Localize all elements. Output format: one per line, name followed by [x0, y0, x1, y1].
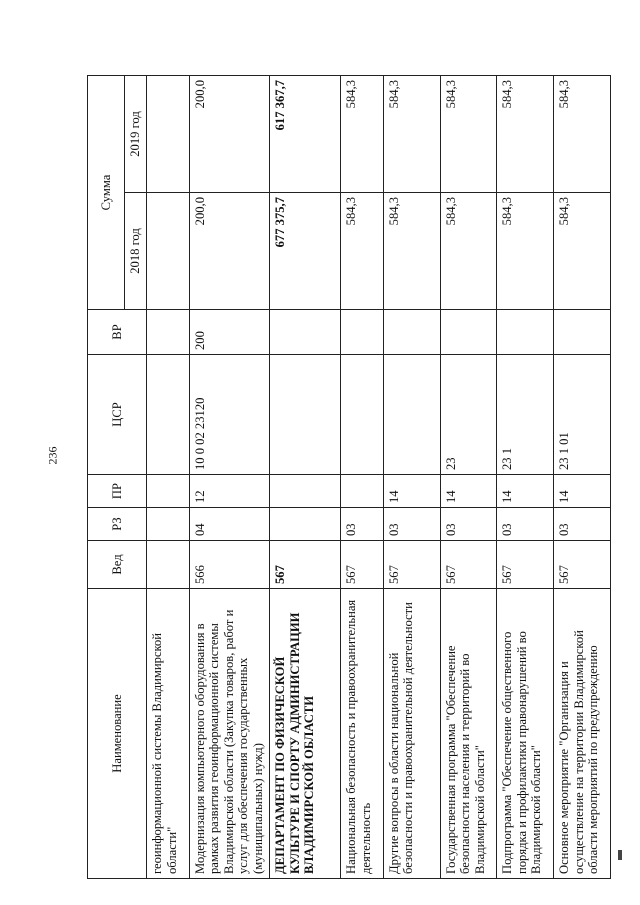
cell-ved: 567 — [554, 541, 611, 589]
cell-y2018: 584,3 — [554, 193, 611, 310]
cell-name: Основное мероприятие "Организация и осуществление на территории Владимирской области мероприятий по предупреждению — [554, 589, 611, 879]
page-number: 236 — [45, 446, 60, 465]
cell-rz: 03 — [383, 508, 440, 541]
cell-vr — [440, 310, 497, 355]
table-body — [147, 75, 611, 878]
cell-pr: 14 — [497, 475, 554, 508]
cell-rz: 03 — [341, 508, 384, 541]
cell-csr — [270, 355, 341, 475]
table-row — [147, 75, 190, 878]
cell-vr — [341, 310, 384, 355]
cell-name: Национальная безопасность и правоохранительная деятельность — [341, 589, 384, 879]
cell-pr: 12 — [189, 475, 270, 508]
cell-ved: 567 — [341, 541, 384, 589]
table-row — [270, 75, 341, 878]
cell-vr — [383, 310, 440, 355]
cell-name: Модернизация компьютерного оборудования в рамках развития геоинформационной системы Владимирской области (Закупка товаров, работ и услуг для обеспечения государственных (муниципальных) нужд) — [189, 589, 270, 879]
budget-table-container — [87, 76, 611, 879]
cell-csr: 23 — [440, 355, 497, 475]
cell-pr: 14 — [383, 475, 440, 508]
cell-csr: 23 1 — [497, 355, 554, 475]
cell-name: ДЕПАРТАМЕНТ ПО ФИЗИЧЕСКОЙ КУЛЬТУРЕ И СПОРТУ АДМИНИСТРАЦИИ ВЛАДИМИРСКОЙ ОБЛАСТИ — [270, 589, 341, 879]
cell-pr — [147, 475, 190, 508]
cell-y2018: 584,3 — [341, 193, 384, 310]
header-ved: Вед — [88, 541, 147, 589]
cell-vr — [554, 310, 611, 355]
header-rz: РЗ — [88, 508, 147, 541]
cell-csr: 10 0 02 23120 — [189, 355, 270, 475]
header-2019: 2019 год — [125, 75, 147, 192]
cell-ved: 566 — [189, 541, 270, 589]
cell-rz — [147, 508, 190, 541]
cell-y2018: 677 375,7 — [270, 193, 341, 310]
cell-name: геоинформационной системы Владимирской области" — [147, 589, 190, 879]
cell-y2018: 584,3 — [497, 193, 554, 310]
cell-y2018: 584,3 — [383, 193, 440, 310]
cell-ved — [147, 541, 190, 589]
cell-csr — [341, 355, 384, 475]
header-vr: ВР — [88, 310, 147, 355]
cell-ved: 567 — [497, 541, 554, 589]
cell-rz: 04 — [189, 508, 270, 541]
cell-pr: 14 — [554, 475, 611, 508]
cell-vr — [497, 310, 554, 355]
cell-y2018 — [147, 193, 190, 310]
table-row — [497, 75, 554, 878]
cell-rz: 03 — [440, 508, 497, 541]
table-row — [440, 75, 497, 878]
cell-y2018: 584,3 — [440, 193, 497, 310]
cell-name: Государственная программа "Обеспечение безопасности населения и территорий во Владимирской области" — [440, 589, 497, 879]
header-sum: Сумма — [88, 75, 125, 309]
cell-vr: 200 — [189, 310, 270, 355]
header-csr: ЦСР — [88, 355, 147, 475]
budget-table — [87, 75, 611, 879]
cell-name: Подпрограмма "Обеспечение общественного порядка и профилактики правонарушений во Владимирской области" — [497, 589, 554, 879]
cell-y2019 — [147, 75, 190, 192]
cell-rz: 03 — [497, 508, 554, 541]
scan-mark — [618, 850, 622, 860]
cell-rz: 03 — [554, 508, 611, 541]
cell-y2019: 617 367,7 — [270, 75, 341, 192]
cell-ved: 567 — [270, 541, 341, 589]
cell-y2019: 584,3 — [497, 75, 554, 192]
header-pr: ПР — [88, 475, 147, 508]
cell-y2019: 584,3 — [440, 75, 497, 192]
header-2018: 2018 год — [125, 193, 147, 310]
cell-y2019: 584,3 — [341, 75, 384, 192]
cell-y2019: 200,0 — [189, 75, 270, 192]
cell-csr — [383, 355, 440, 475]
table-row — [189, 75, 270, 878]
cell-y2019: 584,3 — [554, 75, 611, 192]
table-row — [554, 75, 611, 878]
cell-rz — [270, 508, 341, 541]
table-row — [383, 75, 440, 878]
cell-csr — [147, 355, 190, 475]
cell-ved: 567 — [440, 541, 497, 589]
cell-name: Другие вопросы в области национальной безопасности и правоохранительной деятельности — [383, 589, 440, 879]
header-name: Наименование — [88, 589, 147, 879]
cell-pr — [270, 475, 341, 508]
cell-pr — [341, 475, 384, 508]
cell-y2018: 200,0 — [189, 193, 270, 310]
cell-csr: 23 1 01 — [554, 355, 611, 475]
cell-pr: 14 — [440, 475, 497, 508]
table-row — [341, 75, 384, 878]
cell-ved: 567 — [383, 541, 440, 589]
cell-vr — [270, 310, 341, 355]
cell-y2019: 584,3 — [383, 75, 440, 192]
cell-vr — [147, 310, 190, 355]
